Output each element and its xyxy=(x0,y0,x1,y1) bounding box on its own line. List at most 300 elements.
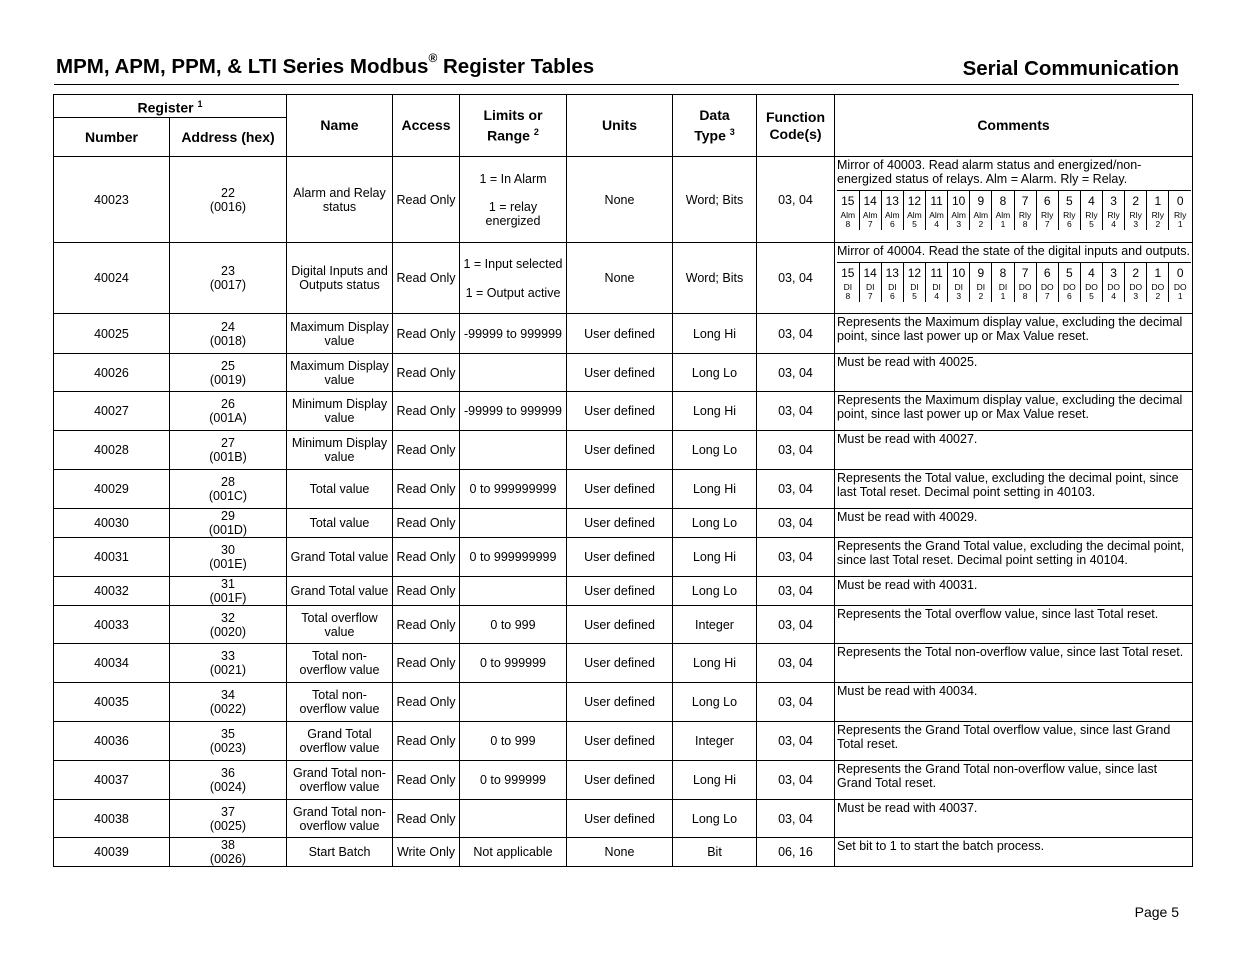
address-hex: (0023) xyxy=(209,741,247,755)
address-hex: (0016) xyxy=(209,199,247,214)
header-name: Name xyxy=(287,95,393,157)
register-limits xyxy=(460,392,567,431)
bit-label: Alm 6 xyxy=(881,210,903,230)
bit-number: 10 xyxy=(948,191,970,211)
register-access: Read Only xyxy=(393,470,460,509)
register-address xyxy=(170,838,287,867)
bit-label: Rly 1 xyxy=(1169,210,1191,230)
header-access: Access xyxy=(393,95,460,157)
register-comment xyxy=(835,800,1193,838)
limit-line: -99999 to 999999 xyxy=(463,326,562,341)
register-function-codes: 03, 04 xyxy=(757,606,835,644)
table-row xyxy=(54,761,1193,800)
register-name: Maximum Display value xyxy=(287,314,393,354)
register-access: Read Only xyxy=(393,644,460,683)
register-data-type: Bit xyxy=(673,838,757,867)
bit-label: Rly 8 xyxy=(1014,210,1036,230)
address-hex: (0020) xyxy=(209,624,247,639)
address-hex: (001E) xyxy=(209,557,247,571)
register-limits xyxy=(460,644,567,683)
bit-label: DO 7 xyxy=(1036,282,1058,302)
register-comment xyxy=(835,838,1193,867)
register-comment xyxy=(835,243,1193,314)
limit-line: Not applicable xyxy=(473,845,553,859)
register-name: Grand Total value xyxy=(287,577,393,606)
bit-label: DI 3 xyxy=(948,282,970,302)
bit-number: 1 xyxy=(1147,191,1169,211)
register-units: User defined xyxy=(567,722,673,761)
register-limits xyxy=(460,800,567,838)
register-limits xyxy=(460,538,567,577)
register-number: 40032 xyxy=(54,577,170,606)
comment-text: Must be read with 40037. xyxy=(837,801,978,815)
register-units: User defined xyxy=(567,683,673,722)
register-number: 40035 xyxy=(54,683,170,722)
register-units: User defined xyxy=(567,470,673,509)
table-row xyxy=(54,838,1193,867)
table-row xyxy=(54,538,1193,577)
register-function-codes: 03, 04 xyxy=(757,538,835,577)
register-units: User defined xyxy=(567,577,673,606)
limit-line: 1 = Input selected xyxy=(463,256,563,271)
table-row xyxy=(54,354,1193,392)
register-function-codes: 03, 04 xyxy=(757,392,835,431)
register-units: None xyxy=(567,243,673,314)
register-name: Total value xyxy=(287,470,393,509)
bit-label: DO 6 xyxy=(1058,282,1080,302)
register-address xyxy=(170,243,287,314)
header-function-codes: Function Code(s) xyxy=(757,95,835,157)
register-name: Total non-overflow value xyxy=(287,683,393,722)
address-hex: (001F) xyxy=(209,591,247,605)
limit-line: 0 to 999999999 xyxy=(469,482,557,496)
register-units: User defined xyxy=(567,314,673,354)
register-function-codes: 03, 04 xyxy=(757,683,835,722)
section-title: Serial Communication xyxy=(962,57,1179,80)
register-units: User defined xyxy=(567,509,673,538)
register-function-codes: 03, 04 xyxy=(757,314,835,354)
register-units: None xyxy=(567,838,673,867)
register-data-type: Long Lo xyxy=(673,509,757,538)
table-row xyxy=(54,577,1193,606)
bit-label: Rly 2 xyxy=(1147,210,1169,230)
register-function-codes: 03, 04 xyxy=(757,157,835,243)
bit-number: 11 xyxy=(926,263,948,283)
bit-number: 15 xyxy=(837,263,859,283)
register-limits xyxy=(460,509,567,538)
comment-text: Represents the Grand Total value, excluding the decimal point, since last Total reset. Decimal point setting in 40104. xyxy=(837,539,1185,567)
register-comment xyxy=(835,470,1193,509)
register-address xyxy=(170,431,287,470)
bit-label: DO 4 xyxy=(1103,282,1125,302)
register-name: Minimum Display value xyxy=(287,392,393,431)
register-comment xyxy=(835,509,1193,538)
register-number: 40027 xyxy=(54,392,170,431)
address-decimal: 36 xyxy=(221,766,235,780)
bit-number: 14 xyxy=(859,263,881,283)
bit-number: 0 xyxy=(1169,191,1191,211)
register-number: 40024 xyxy=(54,243,170,314)
register-limits xyxy=(460,431,567,470)
register-comment xyxy=(835,538,1193,577)
bit-label: Alm 2 xyxy=(970,210,992,230)
address-decimal: 31 xyxy=(221,577,235,591)
register-data-type: Word; Bits xyxy=(673,243,757,314)
register-number: 40030 xyxy=(54,509,170,538)
comment-text: Represents the Grand Total overflow value, since last Grand Total reset. xyxy=(837,723,1171,751)
address-hex: (001D) xyxy=(208,523,248,537)
register-address xyxy=(170,314,287,354)
address-decimal: 24 xyxy=(221,319,235,334)
bit-number: 3 xyxy=(1103,263,1125,283)
comment-text: Represents the Total non-overflow value, since last Total reset. xyxy=(837,645,1184,659)
bit-label: DI 6 xyxy=(881,282,903,302)
comment-text: Must be read with 40027. xyxy=(837,432,978,446)
bit-number: 7 xyxy=(1014,191,1036,211)
bit-label: DI 5 xyxy=(903,282,925,302)
register-units: User defined xyxy=(567,800,673,838)
register-access: Read Only xyxy=(393,683,460,722)
register-limits xyxy=(460,838,567,867)
register-data-type: Long Hi xyxy=(673,538,757,577)
header-rule xyxy=(54,84,1179,85)
register-name: Start Batch xyxy=(287,838,393,867)
table-row xyxy=(54,314,1193,354)
register-address xyxy=(170,157,287,243)
limit-line: 0 to 999999 xyxy=(479,656,547,670)
register-comment xyxy=(835,354,1193,392)
bit-label: Alm 1 xyxy=(992,210,1014,230)
register-name: Total non-overflow value xyxy=(287,644,393,683)
register-units: User defined xyxy=(567,538,673,577)
bit-label: Rly 5 xyxy=(1080,210,1102,230)
register-access: Read Only xyxy=(393,577,460,606)
bit-label: DI 1 xyxy=(992,282,1014,302)
address-decimal: 22 xyxy=(221,185,235,200)
header-units: Units xyxy=(567,95,673,157)
bit-label: DO 1 xyxy=(1169,282,1191,302)
register-function-codes: 03, 04 xyxy=(757,577,835,606)
comment-text: Mirror of 40003. Read alarm status and energized/non-energized status of relays. Alm = Alarm. Rly = Relay. xyxy=(837,158,1142,186)
bit-number: 1 xyxy=(1147,263,1169,283)
register-access: Read Only xyxy=(393,606,460,644)
address-decimal: 38 xyxy=(221,838,235,852)
address-decimal: 35 xyxy=(221,727,235,741)
address-hex: (001C) xyxy=(208,489,248,503)
register-function-codes: 03, 04 xyxy=(757,243,835,314)
bit-number: 11 xyxy=(926,191,948,211)
bit-map xyxy=(837,190,1191,230)
bit-number: 12 xyxy=(903,191,925,211)
limit-line: 0 to 999999 xyxy=(479,773,547,787)
bit-number: 15 xyxy=(837,191,859,211)
register-access: Read Only xyxy=(393,509,460,538)
limit-line: 1 = In Alarm xyxy=(479,171,547,186)
register-comment xyxy=(835,722,1193,761)
bit-label: Rly 4 xyxy=(1103,210,1125,230)
bit-label: DO 8 xyxy=(1014,282,1036,302)
address-decimal: 26 xyxy=(221,397,235,411)
address-hex: (0026) xyxy=(209,852,247,866)
address-decimal: 27 xyxy=(221,436,235,450)
register-limits xyxy=(460,761,567,800)
bit-label: DI 7 xyxy=(859,282,881,302)
bit-number: 4 xyxy=(1080,191,1102,211)
register-access: Write Only xyxy=(393,838,460,867)
bit-label: Rly 6 xyxy=(1058,210,1080,230)
address-hex: (0024) xyxy=(209,780,247,794)
address-hex: (0022) xyxy=(209,702,247,716)
register-address xyxy=(170,761,287,800)
register-limits xyxy=(460,577,567,606)
register-address xyxy=(170,606,287,644)
register-name: Grand Total overflow value xyxy=(287,722,393,761)
register-data-type: Long Hi xyxy=(673,761,757,800)
comment-text: Must be read with 40029. xyxy=(837,510,978,524)
comment-text: Represents the Maximum display value, excluding the decimal point, since last power up or Max Value reset. xyxy=(837,393,1183,421)
register-name: Grand Total non-overflow value xyxy=(287,761,393,800)
address-decimal: 29 xyxy=(221,509,235,523)
address-decimal: 34 xyxy=(221,688,235,702)
register-limits xyxy=(460,683,567,722)
register-access: Read Only xyxy=(393,800,460,838)
comment-text: Represents the Total value, excluding the decimal point, since last Total reset. Decimal point setting in 40103. xyxy=(837,471,1179,499)
bit-label: Alm 5 xyxy=(903,210,925,230)
address-hex: (001A) xyxy=(209,411,247,425)
register-comment xyxy=(835,761,1193,800)
register-access: Read Only xyxy=(393,538,460,577)
bit-map xyxy=(837,262,1191,302)
register-limits xyxy=(460,314,567,354)
register-limits xyxy=(460,243,567,314)
register-address xyxy=(170,470,287,509)
comment-text: Must be read with 40034. xyxy=(837,684,978,698)
register-address xyxy=(170,509,287,538)
register-limits xyxy=(460,606,567,644)
table-row xyxy=(54,722,1193,761)
bit-number: 6 xyxy=(1036,263,1058,283)
register-comment xyxy=(835,431,1193,470)
register-access: Read Only xyxy=(393,157,460,243)
limit-line: 0 to 999999999 xyxy=(469,550,557,564)
bit-label: Rly 7 xyxy=(1036,210,1058,230)
bit-label: Alm 4 xyxy=(926,210,948,230)
register-data-type: Long Lo xyxy=(673,354,757,392)
register-access: Read Only xyxy=(393,354,460,392)
bit-label: DI 8 xyxy=(837,282,859,302)
register-name: Minimum Display value xyxy=(287,431,393,470)
bit-number: 2 xyxy=(1125,263,1147,283)
table-row xyxy=(54,243,1193,314)
bit-number: 13 xyxy=(881,191,903,211)
register-data-type: Long Lo xyxy=(673,683,757,722)
bit-number: 9 xyxy=(970,263,992,283)
address-hex: (0025) xyxy=(209,818,247,833)
register-units: User defined xyxy=(567,431,673,470)
register-number: 40023 xyxy=(54,157,170,243)
register-function-codes: 06, 16 xyxy=(757,838,835,867)
register-data-type: Long Lo xyxy=(673,431,757,470)
header-comments: Comments xyxy=(835,95,1193,157)
register-name: Total overflow value xyxy=(287,606,393,644)
address-hex: (0021) xyxy=(209,663,247,677)
register-number: 40025 xyxy=(54,314,170,354)
limit-line: 1 = relay energized xyxy=(485,199,541,228)
header-address: Address (hex) xyxy=(170,118,287,157)
page-title: MPM, APM, PPM, & LTI Series Modbus® Register Tables xyxy=(56,51,595,78)
page-number: Page 5 xyxy=(1134,904,1179,920)
register-data-type: Long Hi xyxy=(673,470,757,509)
limit-line: 0 to 999 xyxy=(490,617,536,632)
register-address xyxy=(170,577,287,606)
register-data-type: Long Hi xyxy=(673,644,757,683)
table-row xyxy=(54,683,1193,722)
register-comment xyxy=(835,314,1193,354)
bit-label: Alm 3 xyxy=(948,210,970,230)
table-row xyxy=(54,392,1193,431)
register-name: Maximum Display value xyxy=(287,354,393,392)
comment-text: Represents the Maximum display value, excluding the decimal point, since last power up or Max Value reset. xyxy=(837,315,1183,343)
register-access: Read Only xyxy=(393,722,460,761)
table-row xyxy=(54,509,1193,538)
limit-line: 1 = Output active xyxy=(465,285,561,300)
register-function-codes: 03, 04 xyxy=(757,431,835,470)
table-row xyxy=(54,800,1193,838)
bit-number: 14 xyxy=(859,191,881,211)
register-units: User defined xyxy=(567,761,673,800)
address-decimal: 37 xyxy=(221,804,235,819)
table-row xyxy=(54,606,1193,644)
register-units: User defined xyxy=(567,392,673,431)
register-comment xyxy=(835,392,1193,431)
register-number: 40033 xyxy=(54,606,170,644)
register-data-type: Long Hi xyxy=(673,314,757,354)
register-number: 40034 xyxy=(54,644,170,683)
bit-number: 6 xyxy=(1036,191,1058,211)
address-hex: (0017) xyxy=(209,278,247,292)
header-data-type: Data Type $^3$ xyxy=(673,95,757,157)
limit-line: 0 to 999 xyxy=(490,734,536,748)
register-address xyxy=(170,683,287,722)
register-name: Grand Total non-overflow value xyxy=(287,800,393,838)
register-comment xyxy=(835,606,1193,644)
bit-number: 5 xyxy=(1058,191,1080,211)
bit-label: DI 2 xyxy=(970,282,992,302)
register-address xyxy=(170,644,287,683)
register-function-codes: 03, 04 xyxy=(757,722,835,761)
comment-text: Set bit to 1 to start the batch process. xyxy=(837,839,1045,853)
register-address xyxy=(170,800,287,838)
bit-number: 5 xyxy=(1058,263,1080,283)
bit-number: 10 xyxy=(948,263,970,283)
register-number: 40037 xyxy=(54,761,170,800)
register-data-type: Integer xyxy=(673,606,757,644)
register-data-type: Long Hi xyxy=(673,392,757,431)
bit-number: 12 xyxy=(903,263,925,283)
register-limits xyxy=(460,470,567,509)
bit-label: Rly 3 xyxy=(1125,210,1147,230)
header-register: Register $^1$ xyxy=(54,95,287,118)
register-access: Read Only xyxy=(393,761,460,800)
register-number: 40029 xyxy=(54,470,170,509)
register-units: None xyxy=(567,157,673,243)
bit-number: 4 xyxy=(1080,263,1102,283)
bit-label: DO 3 xyxy=(1125,282,1147,302)
comment-text: Represents the Total overflow value, since last Total reset. xyxy=(837,607,1159,621)
address-decimal: 33 xyxy=(221,649,235,663)
register-number: 40031 xyxy=(54,538,170,577)
register-function-codes: 03, 04 xyxy=(757,470,835,509)
comment-text: Must be read with 40025. xyxy=(837,355,978,369)
bit-label: DI 4 xyxy=(926,282,948,302)
table-row xyxy=(54,470,1193,509)
bit-number: 2 xyxy=(1125,191,1147,211)
register-table xyxy=(53,94,1193,867)
register-limits xyxy=(460,354,567,392)
bit-label: DO 2 xyxy=(1147,282,1169,302)
register-rows xyxy=(54,157,1193,867)
bit-number: 13 xyxy=(881,263,903,283)
register-comment xyxy=(835,157,1193,243)
register-address xyxy=(170,392,287,431)
register-data-type: Long Lo xyxy=(673,577,757,606)
register-units: User defined xyxy=(567,354,673,392)
comment-text: Mirror of 40004. Read the state of the digital inputs and outputs. xyxy=(837,244,1190,258)
bit-number: 3 xyxy=(1103,191,1125,211)
register-number: 40036 xyxy=(54,722,170,761)
table-row xyxy=(54,431,1193,470)
register-number: 40038 xyxy=(54,800,170,838)
register-function-codes: 03, 04 xyxy=(757,509,835,538)
register-function-codes: 03, 04 xyxy=(757,761,835,800)
table-row xyxy=(54,644,1193,683)
address-decimal: 32 xyxy=(221,610,235,625)
register-name: Grand Total value xyxy=(287,538,393,577)
address-hex: (0018) xyxy=(209,333,247,348)
bit-label: Alm 8 xyxy=(837,210,859,230)
register-function-codes: 03, 04 xyxy=(757,354,835,392)
address-decimal: 28 xyxy=(221,475,235,489)
register-data-type: Long Lo xyxy=(673,800,757,838)
bit-number: 8 xyxy=(992,263,1014,283)
bit-label: Alm 7 xyxy=(859,210,881,230)
address-hex: (0019) xyxy=(209,372,247,387)
register-address xyxy=(170,722,287,761)
bit-number: 9 xyxy=(970,191,992,211)
limit-line: -99999 to 999999 xyxy=(463,404,562,418)
register-access: Read Only xyxy=(393,392,460,431)
register-number: 40039 xyxy=(54,838,170,867)
register-address xyxy=(170,354,287,392)
address-decimal: 30 xyxy=(221,543,235,557)
register-units: User defined xyxy=(567,644,673,683)
register-address xyxy=(170,538,287,577)
comment-text: Represents the Grand Total non-overflow value, since last Grand Total reset. xyxy=(837,762,1158,790)
register-function-codes: 03, 04 xyxy=(757,644,835,683)
bit-number: 8 xyxy=(992,191,1014,211)
register-access: Read Only xyxy=(393,431,460,470)
table-row xyxy=(54,157,1193,243)
bit-number: 7 xyxy=(1014,263,1036,283)
register-access: Read Only xyxy=(393,314,460,354)
address-decimal: 23 xyxy=(221,264,235,278)
register-name: Digital Inputs and Outputs status xyxy=(287,243,393,314)
register-function-codes: 03, 04 xyxy=(757,800,835,838)
register-comment xyxy=(835,683,1193,722)
bit-label: DO 5 xyxy=(1080,282,1102,302)
register-data-type: Word; Bits xyxy=(673,157,757,243)
register-name: Alarm and Relay status xyxy=(287,157,393,243)
